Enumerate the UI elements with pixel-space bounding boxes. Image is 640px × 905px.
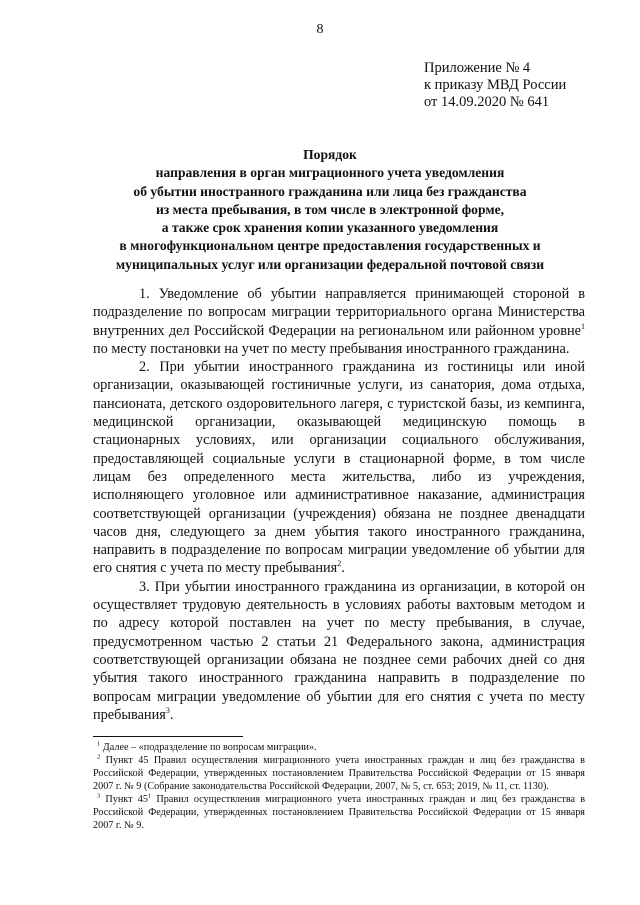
document-body (93, 285, 585, 724)
footnotes (93, 741, 585, 832)
paragraph-1 (93, 285, 585, 358)
footnote-number: 1 (97, 740, 101, 748)
footnote-2 (93, 754, 585, 793)
appendix-line: Приложение № 4 (424, 60, 531, 76)
appendix-line: от 14.09.2020 № 641 (424, 94, 550, 110)
footnote-3 (93, 793, 585, 832)
paragraph-text: . (341, 560, 345, 577)
title-line: об убытии иностранного гражданина или лица без гражданства (133, 183, 527, 199)
page-number: 8 (316, 22, 324, 37)
appendix-line: к приказу МВД России (424, 77, 567, 93)
title-line: а также срок хранения копии указанного уведомления (161, 220, 499, 236)
paragraph-text: . (169, 706, 174, 723)
title-line: из места пребывания, в том числе в электронной форме, (155, 201, 505, 217)
paragraph-2 (93, 358, 585, 578)
footnote-text: Далее – «подразделение по вопросам миграции». (100, 742, 317, 753)
paragraph-text: 3. При убытии иностранного гражданина из организации, в которой он осуществляет трудовую деятельность в условиях работы вахтовым методом и по адресу которой поставлен на учет по месту пребывания, в случае, предусмотренном частью 2 статьи 21 Федерального закона, администрация соответствующей организации обязана не позднее семи рабочих дней со дня убытия такого иностранного гражданина направить в подразделение по вопросам миграции уведомление об убытии для его снятия с учета по месту пребывания (93, 578, 585, 723)
paragraph-text: 1. Уведомление об убытии направляется принимающей стороной в подразделение по вопросам миграции территориального органа Министерства внутренних дел Российской Федерации на региональном или районном уровне (93, 286, 585, 339)
title-line: Порядок (303, 147, 357, 162)
paragraph-text: по месту постановки на учет по месту пребывания иностранного гражданина. (93, 340, 570, 357)
appendix-block (424, 60, 566, 111)
footnote-inline-sup: 1 (147, 792, 152, 800)
footnote-ref: 1 (581, 321, 585, 331)
footnote-text: Пункт 45 (100, 794, 148, 805)
paragraph-3 (93, 578, 585, 724)
footnote-number: 3 (97, 792, 101, 800)
footnote-ref: 2 (337, 559, 342, 569)
title-line: в многофункциональном центре предоставления государственных и (119, 238, 541, 254)
footnote-number: 2 (97, 753, 101, 761)
title-line: муниципальных услуг или организации федеральной почтовой связи (115, 256, 545, 272)
title-line: направления в орган миграционного учета уведомления (155, 165, 505, 181)
footnote-ref: 3 (165, 706, 170, 716)
footnote-1 (93, 741, 585, 754)
document-title (80, 146, 580, 274)
paragraph-text: 2. При убытии иностранного гражданина из гостиницы или иной организации, оказывающей гостиничные услуги, из санатория, дома отдыха, пансионата, детского оздоровительного лагеря, с туристской базы, из кемпинга, медицинской организации, оказывающей медицинскую помощь в стационарных условиях, или организации социального обслуживания, предоставляющей социальные услуги в стационарной форме, в том числе лицам без определенного места жительства, либо из учреждения, исполняющего уголовное или административное наказание, администрация соответствующей организации (учреждения) обязана не позднее двенадцати часов дня, следующего за днем убытия такого иностранного гражданина, направить в подразделение по вопросам миграции уведомление об убытии для его снятия с учета по месту пребывания (93, 359, 585, 577)
footnote-text: Правил осуществления миграционного учета иностранных граждан и лиц без гражданства в Российской Федерации, утвержденных постановлением Правительства Российской Федерации от 15 января 2007 г. № 9. (93, 794, 586, 831)
footnote-text: Пункт 45 Правил осуществления миграционного учета иностранных граждан и лиц без гражданства в Российской Федерации, утвержденных постановлением Правительства Российской Федерации от 15 января 2007 г. № 9 (Собрание законодательства Российской Федерации, 2007, № 5, ст. 653; 2019, № 11, ст. 1130). (93, 755, 585, 792)
footnote-divider (93, 736, 243, 737)
